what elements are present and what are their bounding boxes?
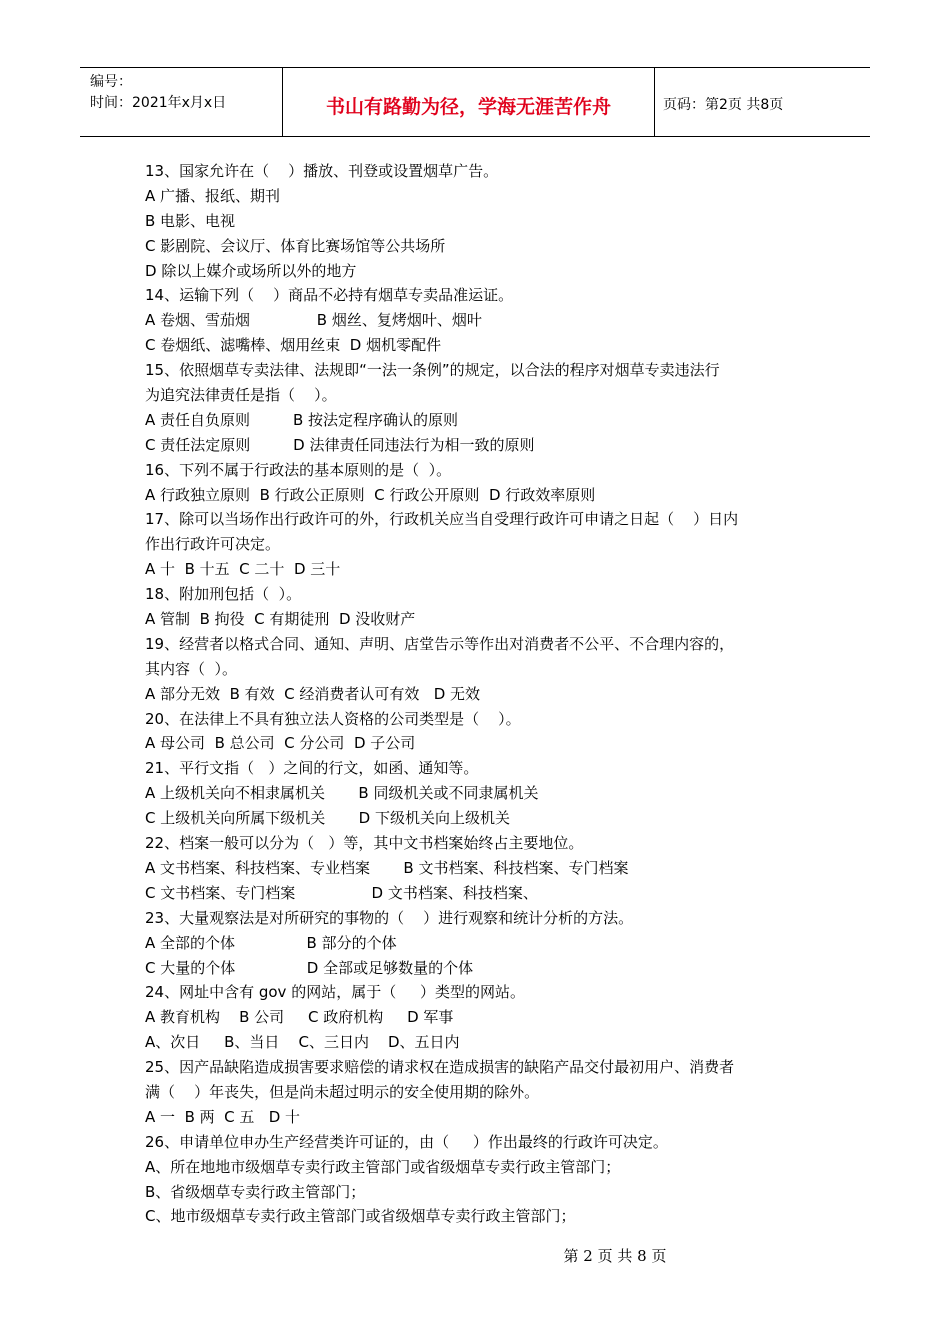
text-line: 15、依照烟草专卖法律、法规即“一法一条例”的规定，以合法的程序对烟草专卖违法行 [145,361,720,380]
text-line: 25、因产品缺陷造成损害要求赔偿的请求权在造成损害的缺陷产品交付最初用户、消费者 [145,1058,735,1077]
text-line: C 影剧院、会议厅、体育比赛场馆等公共场所 [145,236,446,255]
header-info-cell [80,68,283,136]
text-line: 作出行政许可决定。 [145,535,281,554]
text-line: C 上级机关向所属下级机关 D 下级机关向上级机关 [145,809,510,828]
text-line: 21、平行文指（ ）之间的行文，如函、通知等。 [145,759,479,778]
text-line: 为追究法律责任是指（ ）。 [145,386,337,405]
page-footer [0,1245,950,1266]
header-page-cell [655,68,870,136]
text-line: 26、申请单位申办生产经营类许可证的，由（ ）作出最终的行政许可决定。 [145,1132,668,1151]
text-line: A 行政独立原则 B 行政公正原则 C 行政公开原则 D 行政效率原则 [145,485,596,504]
text-line: 13、国家允许在（ ）播放、刊登或设置烟草广告。 [145,162,499,180]
page-header [80,67,870,137]
text-line: A 上级机关向不相隶属机关 B 同级机关或不同隶属机关 [145,784,539,803]
text-line: 满（ ）年丧失，但是尚未超过明示的安全使用期的除外。 [145,1082,540,1101]
text-line: B 电影、电视 [145,211,236,230]
text-line: C 责任法定原则 D 法律责任同违法行为相一致的原则 [145,435,535,454]
document-number-label: 编号： [90,74,132,90]
text-line: A 广播、报纸、期刊 [145,186,281,205]
text-line: A、所在地地市级烟草专卖行政主管部门或省级烟草专卖行政主管部门； [145,1157,621,1176]
text-line: 16、下列不属于行政法的基本原则的是（ ）。 [145,460,452,479]
text-line: A 文书档案、科技档案、专业档案 B 文书档案、科技档案、专门档案 [145,858,629,877]
text-line: 22、档案一般可以分为（ ）等，其中文书档案始终占主要地位。 [145,834,584,853]
question-body [145,159,825,1229]
text-line: C 大量的个体 D 全部或足够数量的个体 [145,958,474,977]
text-line: C 文书档案、专门档案 D 文书档案、科技档案、 [145,883,538,902]
page-number: 第 2 页 共 8 页 [563,1247,667,1265]
text-line: D 除以上媒介或场所以外的地方 [145,261,357,280]
text-line: A 十 B 十五 C 二十 D 三十 [145,560,341,579]
text-line: 17、除可以当场作出行政许可的外，行政机关应当自受理行政许可申请之日起（ ）日内 [145,510,739,529]
text-line: A 全部的个体 B 部分的个体 [145,933,397,952]
text-line: B、省级烟草专卖行政主管部门； [145,1182,366,1201]
header-motto-cell [283,68,655,136]
text-line: A 部分无效 B 有效 C 经消费者认可有效 D 无效 [145,684,481,703]
text-line: 14、运输下列（ ）商品不必持有烟草专卖品准运证。 [145,286,514,305]
text-line: A 一 B 两 C 五 D 十 [145,1107,301,1126]
text-line: 19、经营者以格式合同、通知、声明、店堂告示等作出对消费者不公平、不合理内容的， [145,634,735,653]
text-line: 18、附加刑包括（ ）。 [145,585,302,604]
text-line: C、地市级烟草专卖行政主管部门或省级烟草专卖行政主管部门； [145,1207,576,1226]
text-line: A 母公司 B 总公司 C 分公司 D 子公司 [145,734,416,753]
text-line: 其内容（ ）。 [145,659,238,678]
document-date-label: 时间：2021年x月x日 [90,95,227,111]
text-line: 24、网址中含有 gov 的网站，属于（ ）类型的网站。 [145,983,526,1002]
text-line: 20、在法律上不具有独立法人资格的公司类型是（ ）。 [145,709,521,728]
text-line: 23、大量观察法是对所研究的事物的（ ）进行观察和统计分析的方法。 [145,908,634,927]
text-line: A 教育机构 B 公司 C 政府机构 D 军事 [145,1008,454,1027]
text-line: C 卷烟纸、滤嘴棒、烟用丝束 D 烟机零配件 [145,336,442,355]
text-line: A 卷烟、雪茄烟 B 烟丝、复烤烟叶、烟叶 [145,311,482,330]
text-line: A 管制 B 拘役 C 有期徒刑 D 没收财产 [145,610,416,629]
page-code-label: 页码：第2页 共8页 [663,97,784,113]
text-line: A、次日 B、当日 C、三日内 D、五日内 [145,1033,460,1052]
motto-text: 书山有路勤为径，学海无涯苦作舟 [325,96,611,118]
text-line: A 责任自负原则 B 按法定程序确认的原则 [145,410,459,429]
